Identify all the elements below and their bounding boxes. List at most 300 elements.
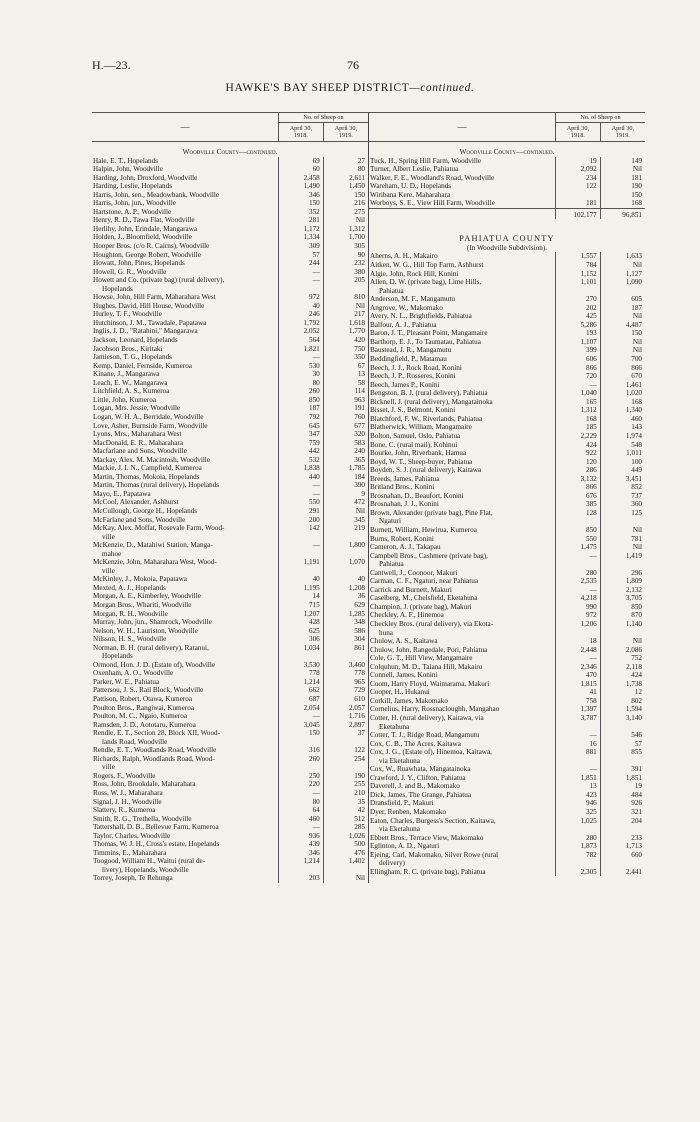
owner-cell: Thomas, W. J. H., Cross's estate, Hopelands (93, 840, 220, 849)
sheep-1918-cell: 676 (556, 492, 601, 501)
sheep-1918-cell: 1,191 (279, 558, 324, 567)
sheep-1919-cell: 181 (600, 174, 645, 183)
table-row (92, 216, 368, 225)
sheep-1918-cell: 470 (556, 671, 601, 680)
sheep-1918-cell (556, 723, 601, 732)
owner-cell: Kemp, Daniel, Fernside, Kumeroa (93, 361, 193, 370)
owner-cell: Aherns, A. H., Makairo (370, 252, 438, 261)
owner-cell: Angrove, W., Makomako (370, 303, 443, 312)
table-row (92, 439, 368, 448)
table-row (369, 543, 645, 552)
table-row (369, 569, 645, 578)
sheep-1919-cell: 3,451 (600, 475, 645, 484)
sheep-1918-cell: — (279, 823, 324, 832)
table-row (369, 697, 645, 706)
table-row (92, 669, 368, 678)
owner-cell: Beddingfield, P., Matamau (370, 355, 447, 364)
header-col-1918 (279, 123, 324, 142)
owner-cell: Balfour, A. J., Pahiatua (370, 320, 437, 329)
left-column (92, 112, 369, 883)
owner-cell: Hale, E. T., Hopelands (93, 156, 159, 165)
owner-cell: Baron, J. T., Pleasant Point, Mangamaire (370, 329, 488, 338)
table-row (369, 705, 645, 714)
sheep-1919-cell (600, 287, 645, 296)
owner-cell: Chulow, John, Rangedale, Pori, Pahiatua (370, 645, 488, 654)
sheep-1918-cell: 325 (556, 808, 601, 817)
sheep-1919-cell: 963 (323, 396, 368, 405)
owner-cell: Jackson, Leonard, Hopelands (93, 336, 178, 345)
header-blank: — (369, 113, 556, 142)
owner-cell: Macfarlane and Sons, Woodville (93, 447, 187, 456)
header-col-1918-line1: April 30, (566, 125, 590, 132)
sheep-1918-cell: 1,815 (556, 680, 601, 689)
owner-cell: Poulton, M. C., Ngaio, Kumeroa (93, 712, 188, 721)
table-row (369, 355, 645, 364)
table-row (92, 285, 368, 294)
sheep-1918-cell: 234 (556, 174, 601, 183)
table-row (92, 456, 368, 465)
table-row (92, 362, 368, 371)
table-row (369, 577, 645, 586)
owner-cell: Rendle, E. T., Woodlands Road, Woodville (93, 746, 217, 755)
sheep-1918-cell: 972 (279, 293, 324, 302)
sheep-1919-cell: Nil (323, 507, 368, 516)
sheep-1919-cell: 3,140 (600, 714, 645, 723)
sheep-1919-cell: 424 (600, 671, 645, 680)
owner-cell: Pattersou, J. S., Rail Block, Woodville (93, 686, 204, 695)
table-row (92, 293, 368, 302)
table-row (92, 840, 368, 849)
sheep-1919-cell (600, 757, 645, 766)
sheep-1919-cell: 150 (600, 191, 645, 200)
owner-cell: Mexted, A. J., Hopelands (93, 583, 166, 592)
sheep-1919-cell: 476 (323, 849, 368, 858)
sheep-1919-cell (323, 533, 368, 542)
county-heading (369, 219, 645, 244)
sheep-1918-cell: 346 (279, 849, 324, 858)
owner-cell: Mayo, E., Papatawa (93, 489, 151, 498)
sheep-1919-cell: 275 (323, 208, 368, 217)
sheep-1919-cell: 781 (600, 535, 645, 544)
sheep-1918-cell: 4,218 (556, 594, 601, 603)
owner-cell: Howell, G. R., Woodville (93, 267, 167, 276)
owner-cell: Worboys, S. E., View Hill Farm, Woodville (370, 199, 495, 208)
sheep-1919-cell: 1,340 (600, 406, 645, 415)
table-row (92, 225, 368, 234)
table-row (369, 321, 645, 330)
sheep-1919-cell: 850 (600, 603, 645, 612)
table-row (369, 372, 645, 381)
sheep-1919-cell: 926 (600, 799, 645, 808)
owner-cell: Daverell, J. and B., Makomako (370, 782, 460, 791)
sheep-1918-cell: 200 (279, 516, 324, 525)
sheep-1918-cell: 1,214 (279, 857, 324, 866)
table-row (92, 704, 368, 713)
owner-cell: Cox, J. G., (Estate of), Hinemoa, Kaitawa, (370, 748, 492, 757)
table-row (92, 174, 368, 183)
table-row (92, 601, 368, 610)
owner-cell: Ellingham, R. C. (private bag), Pahiatua (370, 867, 486, 876)
sheep-1919-cell: 1,026 (323, 832, 368, 841)
owner-cell: Halpin, John, Woodville (93, 165, 163, 174)
owner-cell: delivery) (379, 859, 405, 868)
sheep-1918-cell: 3,530 (279, 661, 324, 670)
sheep-1919-cell: 168 (600, 398, 645, 407)
sheep-1919-cell (600, 629, 645, 638)
sheep-1918-cell: 60 (279, 165, 324, 174)
sheep-1919-cell: 802 (600, 697, 645, 706)
sheep-1918-cell: 850 (279, 396, 324, 405)
sheep-1919-cell: 1,716 (323, 712, 368, 721)
owner-cell: McCullough, George H., Hopelands (93, 506, 198, 515)
table-row (92, 447, 368, 456)
sheep-1919-cell: 143 (600, 423, 645, 432)
sheep-1919-cell: 42 (323, 806, 368, 815)
owner-cell: Barthorp, E. J., To Taumatau, Pahiatua (370, 337, 481, 346)
header-col-1919-line1: April 30, (334, 125, 358, 132)
sheep-1919-cell (323, 285, 368, 294)
owner-cell: Wareham, U. D., Hopelands (370, 182, 452, 191)
table-row (369, 458, 645, 467)
owner-cell: Morgan, R. H., Woodville (93, 609, 168, 618)
sheep-1918-cell: — (556, 765, 601, 774)
table-row (92, 516, 368, 525)
owner-cell: Baustead, J. R., Mangamutu (370, 346, 452, 355)
sheep-1918-cell: 1,312 (556, 406, 601, 415)
sheep-1919-cell: 390 (323, 481, 368, 490)
sheep-1918-cell (279, 285, 324, 294)
sheep-1919-cell: 610 (323, 695, 368, 704)
sheep-1918-cell: 2,346 (556, 663, 601, 672)
owner-cell: Henry, R. D., Tawa Flat, Woodville (93, 216, 195, 225)
owner-cell: McCool, Alexander, Ashhurst (93, 498, 179, 507)
table-row (92, 191, 368, 200)
owner-cell: Love, Asher, Burnside Farm, Woodville (93, 421, 208, 430)
sheep-1919-cell: 27 (323, 157, 368, 166)
sheep-1918-cell: 1,334 (279, 233, 324, 242)
sheep-1918-cell: 246 (279, 310, 324, 319)
sheep-1918-cell: 40 (279, 575, 324, 584)
owner-cell: Harding, John, Droxford, Woodville (93, 173, 198, 182)
sheep-1919-cell: 1,208 (323, 584, 368, 593)
page-title-main: HAWKE'S BAY SHEEP DISTRICT (225, 82, 410, 94)
table-row (369, 304, 645, 313)
sheep-1919-cell: 677 (323, 422, 368, 431)
sheep-1918-cell: 687 (279, 695, 324, 704)
table-row (92, 430, 368, 439)
sheep-1919-cell (600, 825, 645, 834)
owner-cell: Houghton, George Robert, Woodville (93, 250, 201, 259)
sheep-1918-cell: 203 (279, 874, 324, 883)
owner-cell: Cotter, H. (rural delivery), Kaitawa, via (370, 714, 484, 722)
sheep-1918-cell: 80 (279, 379, 324, 388)
sheep-1918-cell: 165 (556, 398, 601, 407)
sheep-1918-cell: 758 (556, 697, 601, 706)
table-row (369, 295, 645, 304)
owner-cell: Torrey, Joseph, Te Rehunga (93, 874, 173, 883)
sheep-1919-cell: 4,487 (600, 321, 645, 330)
sheep-1919-cell: Nil (600, 543, 645, 552)
table-row (92, 533, 368, 542)
table-row (92, 302, 368, 311)
sheep-1918-cell: 460 (279, 815, 324, 824)
sheep-1919-cell: 629 (323, 601, 368, 610)
header-group: No. of Sheep on (556, 113, 646, 123)
owner-cell: Dyer, Renben, Makomako (370, 808, 446, 817)
sheep-1919-cell: 1,461 (600, 381, 645, 390)
table-row (369, 731, 645, 740)
owner-cell: via Eketahuna (379, 756, 420, 765)
owner-cell: Boyden, S. J. (rural delivery), Kaitawa (370, 466, 482, 475)
sheep-1918-cell: 606 (556, 355, 601, 364)
owner-cell: Blatherwick, William, Mangamaire (370, 423, 472, 432)
heading-text: Woodville County—continued. (459, 147, 555, 156)
sheep-1918-cell: 1,172 (279, 225, 324, 234)
sheep-return-tables (92, 112, 644, 883)
total-row (369, 208, 645, 219)
table-row (92, 310, 368, 319)
owner-cell: Beech, James P., Konini (370, 380, 440, 389)
sheep-1919-cell: 1,809 (600, 577, 645, 586)
owner-cell: Wiribana Kere, Maharahara (370, 190, 451, 199)
sheep-1918-cell: 41 (556, 688, 601, 697)
sheep-1918-cell: 715 (279, 601, 324, 610)
sheep-1918-cell: 759 (279, 439, 324, 448)
county-subheading (369, 244, 645, 253)
owner-cell: Cooper, H., Hukanui (370, 688, 430, 697)
sheep-1919-cell: 35 (323, 798, 368, 807)
table-row (92, 866, 368, 875)
sheep-1918-cell: 102,177 (556, 208, 601, 219)
table-row (369, 381, 645, 390)
owner-cell: McFarlane and Sons, Woodville (93, 515, 186, 524)
table-row (369, 791, 645, 800)
table-row (92, 567, 368, 576)
sheep-1919-cell: 2,057 (323, 704, 368, 713)
sheep-1918-cell: 1,025 (556, 817, 601, 826)
sheep-1918-cell: 142 (279, 524, 324, 533)
table-row (92, 721, 368, 730)
owner-cell: Herlihy, John, Erindale, Mangarawa (93, 224, 198, 233)
table-row (92, 823, 368, 832)
table-row (92, 473, 368, 482)
sheep-1918-cell: 3,787 (556, 714, 601, 723)
sheep-1918-cell: 645 (279, 422, 324, 431)
sheep-1918-cell: 990 (556, 603, 601, 612)
sheep-1918-cell: 1,195 (279, 584, 324, 593)
sheep-1919-cell: 67 (323, 362, 368, 371)
sheep-1919-cell: 2,897 (323, 721, 368, 730)
table-row (92, 849, 368, 858)
owner-cell: Tattershall, D. B., Bellevue Farm, Kumeroa (93, 823, 219, 832)
header-group: No. of Sheep on (279, 113, 369, 123)
table-row (92, 874, 368, 883)
owner-cell: Cotter, T. J.; Ridge Road, Mangamutu (370, 731, 480, 740)
sheep-1918-cell (279, 738, 324, 747)
owner-cell: Howett and Co. (private bag) (rural delivery), (93, 276, 225, 285)
table-row (369, 449, 645, 458)
owner-cell: McKay, Alex. Moffat, Rosevale Farm, Wood- (93, 524, 225, 533)
owner-cell: Dick, James, The Grange, Pahiatua (370, 790, 472, 799)
sheep-1919-cell: 187 (600, 304, 645, 313)
owner-cell: Burns, Robert, Konini (370, 534, 434, 543)
table-row (369, 492, 645, 501)
sheep-1919-cell: 240 (323, 447, 368, 456)
owner-cell: Bourke, John, Riverbank, Hamua (370, 449, 467, 458)
left-table-body (92, 142, 368, 884)
sheep-1919-cell: 305 (323, 242, 368, 251)
owner-cell (369, 208, 556, 219)
owner-cell: Harding, Leslie, Hopelands (93, 182, 173, 191)
sheep-1919-cell: 13 (323, 370, 368, 379)
sheep-1919-cell: 2,611 (323, 174, 368, 183)
sheep-1919-cell: Nil (323, 216, 368, 225)
sheep-1918-cell: 1,034 (279, 644, 324, 653)
sheep-1919-cell: 205 (323, 276, 368, 285)
owner-cell: Leach, E. W., Mangarawa (93, 378, 168, 387)
sheep-1919-cell: 320 (323, 430, 368, 439)
sheep-1919-cell: 296 (600, 569, 645, 578)
table-row (369, 620, 645, 629)
table-row (369, 663, 645, 672)
owner-cell: Slattery, R., Kumeroa (93, 806, 156, 815)
sheep-1919-cell: 1,800 (323, 541, 368, 550)
table-row (92, 404, 368, 413)
owner-cell: Cantwell, J., Coonoor, Makuri (370, 568, 458, 577)
sheep-1919-cell: 1,402 (323, 857, 368, 866)
owner-cell: Hopelands (102, 652, 133, 661)
table-row (369, 165, 645, 174)
owner-cell: Cox, C. B., The Acres, Kaitawa (370, 739, 461, 748)
sheep-1918-cell: 1,851 (556, 774, 601, 783)
table-row (369, 594, 645, 603)
owner-cell: Carman, C. F., Ngaturi, near Pahiatua (370, 577, 479, 586)
sheep-1919-cell: 380 (323, 268, 368, 277)
table-row (369, 748, 645, 757)
owner-cell: mahoe (102, 549, 122, 558)
sheep-1918-cell: 1,873 (556, 842, 601, 851)
owner-cell: Martin, Thomas, Mokoia, Hopelands (93, 472, 200, 481)
sheep-1919-cell: 752 (600, 654, 645, 663)
table-row (369, 364, 645, 373)
owner-cell: McKenzie, D., Matahiwi Station, Manga- (93, 541, 213, 550)
table-row (92, 780, 368, 789)
sheep-1918-cell: 193 (556, 329, 601, 338)
sheep-1918-cell: 2,535 (556, 577, 601, 586)
table-row (369, 406, 645, 415)
sheep-1918-cell: 550 (556, 535, 601, 544)
owner-cell: Logan, Mrs. Jessie, Woodville (93, 404, 181, 413)
table-row (369, 466, 645, 475)
sheep-1919-cell: 1,618 (323, 319, 368, 328)
sheep-1919-cell: 1,127 (600, 270, 645, 279)
table-row (92, 396, 368, 405)
sheep-1919-cell: 500 (323, 840, 368, 849)
owner-cell: Turner, Albert Leslie, Pahiatua (370, 165, 459, 174)
sheep-1918-cell: 1,214 (279, 678, 324, 687)
left-table (92, 112, 368, 883)
owner-cell: Hurley, T. F., Woodville (93, 310, 162, 319)
sheep-1918-cell: 3,045 (279, 721, 324, 730)
sheep-1919-cell: 700 (600, 355, 645, 364)
owner-cell: Taylor, Charles, Woodville (93, 831, 171, 840)
sheep-1918-cell: 14 (279, 592, 324, 601)
sheep-1918-cell: 881 (556, 748, 601, 757)
sheep-1918-cell: — (556, 381, 601, 390)
sheep-1919-cell: 420 (323, 336, 368, 345)
sheep-1918-cell: 1,152 (556, 270, 601, 279)
table-row (92, 798, 368, 807)
sheep-1919-cell: 391 (600, 765, 645, 774)
sheep-1919-cell: 546 (600, 731, 645, 740)
sheep-1919-cell: 670 (600, 372, 645, 381)
table-row (369, 654, 645, 663)
header-col-1918-line2: 1918. (570, 132, 585, 139)
sheep-1919-cell: 365 (323, 456, 368, 465)
sheep-1919-cell: 870 (600, 611, 645, 620)
sheep-1918-cell: 128 (556, 509, 601, 518)
owner-cell: Beech, J. P., Rosseres, Konini (370, 372, 456, 381)
sheep-1918-cell (556, 560, 601, 569)
owner-cell: Poulton Bros., Rangiwai, Kumeroa (93, 703, 195, 712)
table-row (92, 584, 368, 593)
table-row (369, 603, 645, 612)
sheep-1919-cell: 114 (323, 387, 368, 396)
table-row (369, 782, 645, 791)
table-row (92, 353, 368, 362)
sheep-1919-cell: 1,070 (323, 558, 368, 567)
sheep-1919-cell: 80 (323, 165, 368, 174)
sheep-1919-cell: 484 (600, 791, 645, 800)
header-col-1919 (323, 123, 368, 142)
sheep-1918-cell (556, 859, 601, 868)
sheep-1918-cell: 922 (556, 449, 601, 458)
sheep-1918-cell: 866 (556, 483, 601, 492)
owner-cell: Ormond, Hon. J. D. (Estate of), Woodville (93, 660, 216, 669)
owner-cell: Eketahuna (379, 722, 410, 731)
table-row (92, 336, 368, 345)
sheep-1919-cell: Nil (600, 637, 645, 646)
sheep-1919-cell: 168 (600, 199, 645, 208)
table-row (369, 842, 645, 851)
table-row (369, 287, 645, 296)
table-row (92, 763, 368, 772)
table-row (369, 423, 645, 432)
sheep-1918-cell: 18 (556, 637, 601, 646)
sheep-1918-cell: — (556, 654, 601, 663)
table-row (369, 483, 645, 492)
sheep-1918-cell: — (279, 541, 324, 550)
sheep-1919-cell (323, 652, 368, 661)
owner-cell: Crawford, J. Y., Clifton, Pahiatua (370, 773, 466, 782)
table-row (92, 695, 368, 704)
owner-cell: Checkley, A. F., Hinemoa (370, 611, 444, 620)
sheep-1919-cell: 1,974 (600, 432, 645, 441)
sheep-1918-cell: 281 (279, 216, 324, 225)
sheep-1919-cell: 965 (323, 678, 368, 687)
owner-cell: Ramsden, J. D., Aototaru, Kumeroa (93, 720, 196, 729)
sheep-1919-cell (600, 517, 645, 526)
heading-text: PAHIATUA COUNTY (459, 234, 555, 244)
table-row (369, 389, 645, 398)
table-row (369, 191, 645, 200)
sheep-1918-cell: 13 (556, 782, 601, 791)
header-blank: — (92, 113, 279, 142)
table-row (369, 808, 645, 817)
table-row (369, 834, 645, 843)
sheep-1918-cell: 69 (279, 157, 324, 166)
table-row (369, 441, 645, 450)
